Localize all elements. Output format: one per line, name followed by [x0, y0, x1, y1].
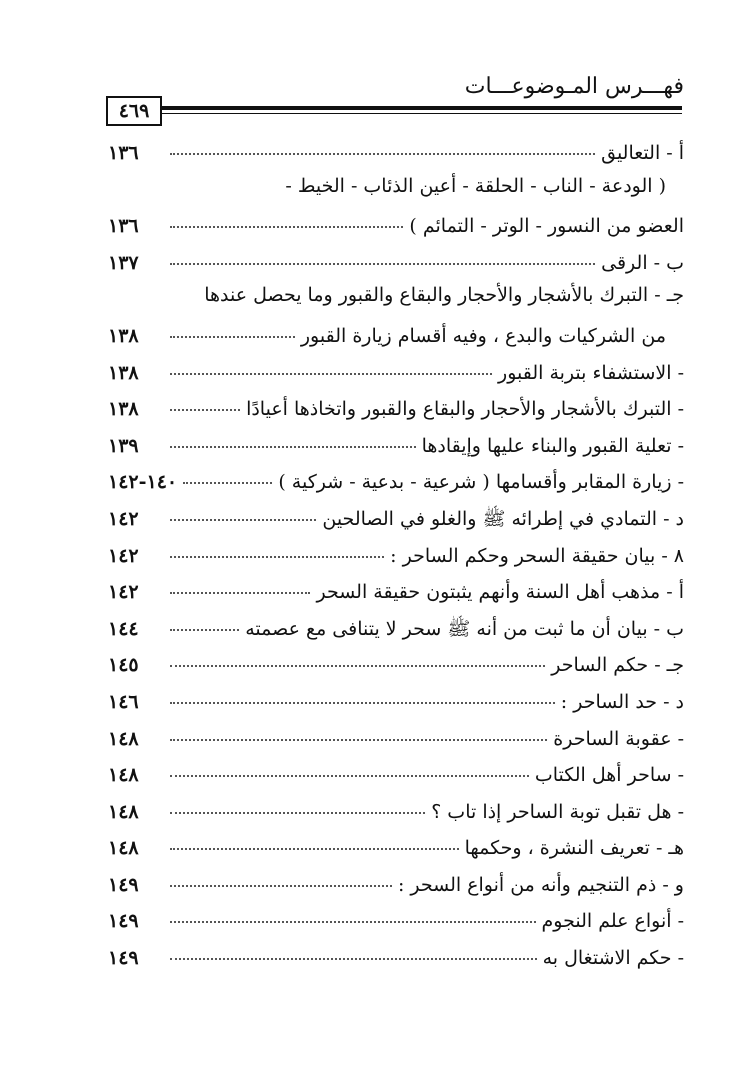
toc-entry-title: - تعلية القبور والبناء عليها وإيقادها: [421, 434, 684, 457]
dot-leader: [170, 866, 392, 887]
toc-entry-page: ١٤٢: [108, 544, 139, 567]
toc-entry-page: ١٣٩: [108, 434, 139, 457]
toc-entry: [108, 906, 684, 943]
toc-entry-page: ١٤٥: [108, 654, 139, 677]
running-title: فهـــرس المـوضوعـــات: [464, 74, 684, 99]
toc-entry-page: ١٣٦: [108, 142, 139, 164]
toc-entry-title: العضو من النسور - الوتر - التمائم ): [409, 215, 684, 238]
toc-entry-title: من الشركيات والبدع ، وفيه أقسام زيارة القبور: [300, 324, 666, 347]
dot-leader: [170, 610, 239, 631]
toc-entry-page: ١٣٨: [108, 361, 139, 384]
toc-entry-page: ١٣٨: [108, 324, 139, 347]
toc-entry-title: - زيارة المقابر وأقسامها ( شرعية - بدعية - شركية ): [278, 471, 684, 494]
toc-entry-title: - عقوبة الساحرة: [553, 727, 684, 750]
page-header: [0, 0, 750, 130]
dot-leader: [170, 500, 316, 521]
toc-entry: [108, 211, 684, 248]
toc-entry-page: ١٤٩: [108, 873, 139, 896]
toc-entry-page: ١٤٨: [108, 800, 139, 823]
dot-leader: [170, 317, 295, 338]
toc-entry: [108, 760, 684, 797]
toc-entry-title: ( الودعة - الناب - الحلقة - أعين الذئاب - الخيط -: [285, 174, 666, 197]
dot-leader: [170, 646, 545, 667]
toc-entry: [108, 614, 684, 651]
toc-entry-title: د - التمادي في إطرائه ﷺ والغلو في الصالحين: [322, 507, 684, 530]
toc-entry: [108, 358, 684, 395]
toc-entry: [108, 504, 684, 541]
toc-entry-title: أ - التعاليق: [601, 142, 684, 164]
dot-leader: [170, 829, 459, 850]
toc-entry: [108, 321, 684, 358]
toc-entry: [108, 541, 684, 578]
toc-entry: [108, 833, 684, 870]
dot-leader: [170, 720, 547, 741]
toc-entry: [108, 248, 684, 285]
dot-leader: [170, 427, 416, 448]
toc-entry: [108, 870, 684, 907]
header-rule-thick: [162, 106, 682, 110]
toc-entry-title: ٨ - بيان حقيقة السحر وحكم الساحر :: [390, 544, 684, 567]
toc-entry-title: د - حد الساحر :: [560, 690, 684, 713]
toc-entry: [108, 138, 684, 175]
toc-entry-page: ١٣٧: [108, 251, 139, 274]
toc-entry-title: - الاستشفاء بتربة القبور: [498, 361, 684, 384]
toc-entry-title: - هل تقبل توبة الساحر إذا تاب ؟: [431, 800, 684, 823]
toc-entry-page: ١٤٤: [108, 617, 139, 640]
page-number: ٤٦٩: [106, 96, 162, 126]
toc-entry: [108, 431, 684, 468]
dot-leader: [170, 390, 240, 411]
toc-entry-title: - أنواع علم النجوم: [541, 910, 684, 933]
toc-entry-page: ١٤٨: [108, 837, 139, 860]
dot-leader: [170, 537, 384, 558]
toc-entry-page: ١٤٨: [108, 764, 139, 787]
toc-entry-title: جـ - حكم الساحر: [551, 654, 684, 677]
toc-entry-page: ١٤٩: [108, 910, 139, 933]
toc-entry-title: أ - مذهب أهل السنة وأنهم يثبتون حقيقة السحر: [316, 581, 684, 604]
toc-entry: [108, 467, 684, 504]
header-rule-thin: [162, 113, 682, 114]
toc-entry: [108, 394, 684, 431]
dot-leader: [170, 756, 529, 777]
toc-entry-title: جـ - التبرك بالأشجار والأحجار والبقاع والقبور وما يحصل عندها: [204, 284, 684, 307]
toc-entry: [108, 650, 684, 687]
dot-leader: [170, 683, 555, 704]
toc-entry-title: - ساحر أهل الكتاب: [534, 764, 684, 787]
toc-entry-page: ١٤٨: [108, 727, 139, 750]
dot-leader: [170, 354, 492, 375]
toc-entry-title: ب - بيان أن ما ثبت من أنه ﷺ سحر لا يتنافى مع عصمته: [245, 617, 684, 640]
dot-leader: [170, 939, 537, 960]
dot-leader: [183, 463, 272, 484]
toc-entry-page: ١٣٦: [108, 215, 139, 238]
dot-leader: [170, 207, 403, 228]
dot-leader: [170, 134, 595, 155]
toc-entry: [108, 943, 684, 980]
dot-leader: [170, 902, 536, 923]
toc-entry-page: ١٤٢: [108, 581, 139, 604]
toc-entry: [108, 797, 684, 834]
toc-entry-page: ١٣٨: [108, 398, 139, 421]
toc-entry-page: ١٤٦: [108, 690, 139, 713]
toc-entry: [108, 577, 684, 614]
toc-entry-page: ١٤٢: [108, 507, 139, 530]
dot-leader: [170, 244, 595, 265]
toc-entry-title: هـ - تعريف النشرة ، وحكمها: [464, 837, 684, 860]
toc-entry-title: ب - الرقى: [601, 251, 684, 274]
toc-entry-title: - حكم الاشتغال به: [542, 947, 684, 970]
toc-entry-title: - التبرك بالأشجار والأحجار والبقاع والقبور واتخاذها أعيادًا: [246, 398, 684, 421]
toc-entry-page: ١٤٠-١٤٢: [108, 471, 178, 494]
toc-entry-page: ١٤٩: [108, 947, 139, 970]
dot-leader: [170, 573, 310, 594]
toc-entry: [108, 724, 684, 761]
table-of-contents: [108, 138, 684, 980]
toc-entry: [108, 175, 684, 212]
toc-entry: [108, 284, 684, 321]
toc-entry-title: و - ذم التنجيم وأنه من أنواع السحر :: [397, 873, 684, 896]
toc-entry: [108, 687, 684, 724]
dot-leader: [170, 793, 425, 814]
